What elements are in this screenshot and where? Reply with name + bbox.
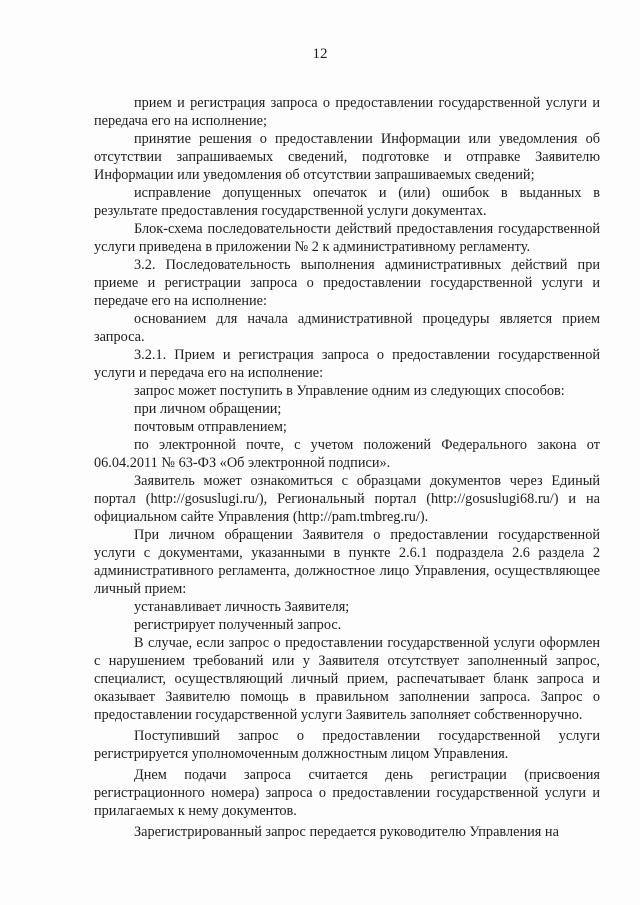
paragraph: Зарегистрированный запрос передается руководителю Управления на [134,824,559,840]
document-body [94,94,600,841]
paragraph: В случае, если запрос о предоставлении государственной услуги оформлен с нарушением требований или у Заявителя отсутствует заполненный запрос, специалист, осуществляющий личный прием, распечатывает бланк запроса и оказывает Заявителю помощь в правильном заполнении запроса. Запрос о предоставлении государственной услуги Заявитель заполняет собственноручно. [94,635,600,723]
paragraph: принятие решения о предоставлении Информации или уведомления об отсутствии запрашиваемых сведений, подготовке и отправке Заявителю Информации или уведомления об отсутствии запрашиваемых сведений; [94,131,600,183]
paragraph: почтовым отправлением; [134,419,287,435]
paragraph: При личном обращении Заявителя о предоставлении государственной услуги с документами, указанными в пункте 2.6.1 подраздела 2.6 раздела 2 административного регламента, должностное лицо Управления, осуществляющее личный прием: [94,527,600,597]
paragraph: регистрирует полученный запрос. [134,617,342,633]
paragraph: устанавливает личность Заявителя; [134,599,350,615]
paragraph: при личном обращении; [134,401,282,417]
paragraph: Заявитель может ознакомиться с образцами документов через Единый портал (http://gosuslugi.ru/), Региональный портал (http://gosuslugi68.ru/) и на официальном сайте Управления (http://pam.tmbreg.ru/). [94,473,600,525]
paragraph: Блок-схема последовательности действий предоставления государственной услуги приведена в приложении № 2 к административному регламенту. [94,221,600,255]
paragraph: исправление допущенных опечаток и (или) ошибок в выданных в результате предоставления государственной услуги документах. [94,185,600,219]
paragraph: Поступивший запрос о предоставлении государственной услуги регистрируется уполномоченным должностным лицом Управления. [94,728,600,762]
page-number: 12 [312,46,328,62]
paragraph: основанием для начала административной процедуры является прием запроса. [94,311,600,345]
paragraph: 3.2. Последовательность выполнения административных действий при приеме и регистрации запроса о предоставлении государственной услуги и передаче его на исполнение: [94,257,600,309]
paragraph: 3.2.1. Прием и регистрация запроса о предоставлении государственной услуги и передача его на исполнение: [94,347,600,381]
paragraph: запрос может поступить в Управление одним из следующих способов: [134,383,565,399]
paragraph: по электронной почте, с учетом положений Федерального закона от 06.04.2011 № 63-ФЗ «Об электронной подписи». [94,437,600,471]
paragraph: прием и регистрация запроса о предоставлении государственной услуги и передача его на исполнение; [94,95,600,129]
paragraph: Днем подачи запроса считается день регистрации (присвоения регистрационного номера) запроса о предоставлении государственной услуги и прилагаемых к нему документов. [94,767,600,819]
